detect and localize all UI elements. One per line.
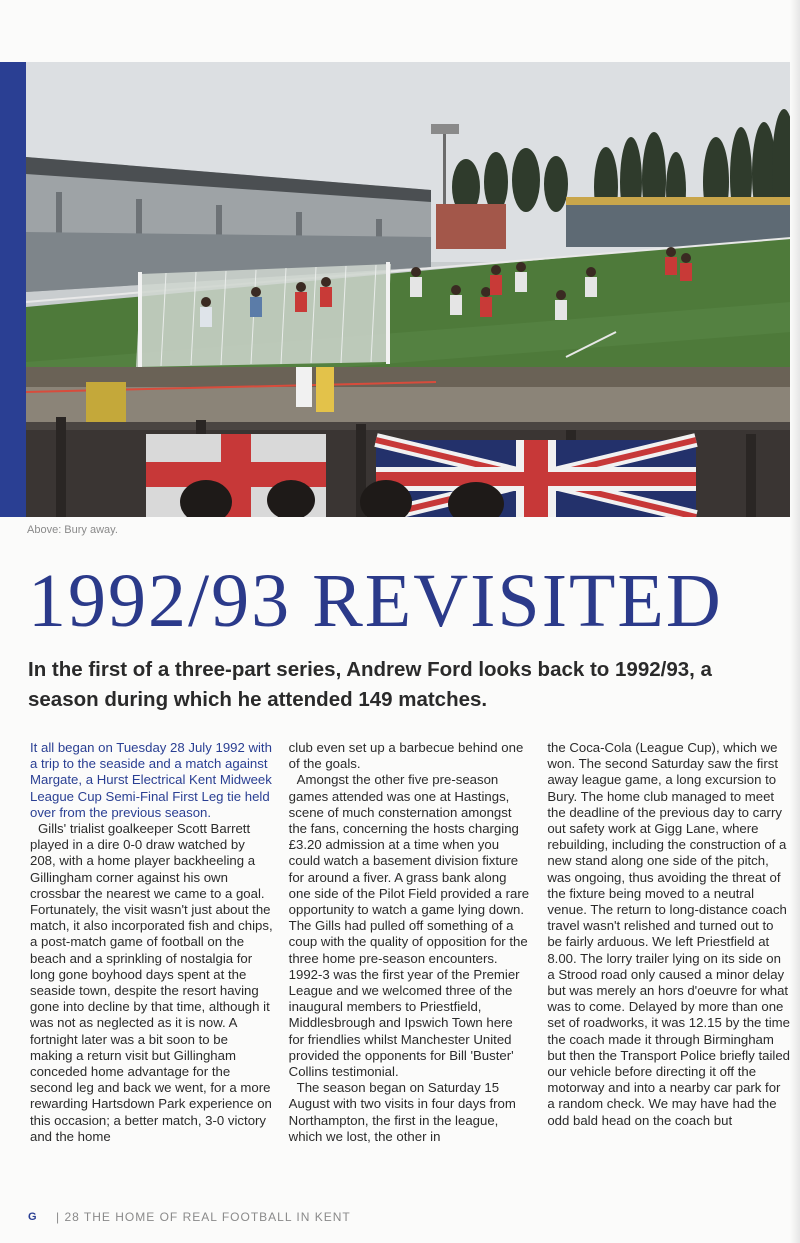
body-paragraph: club even set up a barbecue behind one of the goals. (288, 740, 524, 772)
club-logo-icon: G (28, 1211, 38, 1223)
body-paragraph: the Coca-Cola (League Cup), which we won. The second Saturday saw the first away league game, a long excursion to Bury. The home club managed to meet the deadline of the previous day to carry out safety work at Gigg Lane, where rebuilding, including the construction of a new stand along one side of the pitch, was ongoing, thus avoiding the threat of the fixture being moved to a neutral venue. The return to long-distance coach travel wasn't relished and turned out to be fairly arduous. We left Priestfield at 8.00. The lorry trailer lying on its side on a Strood road only caused a minor delay but was merely an hors d'oeuvre for what was to come. Delayed by more than one set of roadworks, it was 12.15 by the time the coach made it through Birmingham but then the Transport Police briefly tailed our vehicle before directing it off the motorway and into a nearby car park for a random check. We may have had the odd bald head on the coach but (547, 740, 790, 1128)
article-body (30, 740, 790, 1190)
accent-bar (0, 62, 26, 517)
body-paragraph: The season began on Saturday 15 August with two visits in four days from Northampton, the first in the league, which we lost, the other in (288, 1080, 516, 1144)
column-2 (289, 740, 532, 1190)
photo-caption: Above: Bury away. (27, 524, 118, 536)
body-paragraph: Gills' trialist goalkeeper Scott Barrett played in a dire 0-0 draw watched by 208, with a home player backheeling a Gillingham corner against his own crossbar the nearest we came to a goal. Fortunately, the visit wasn't just about the match, it also incorporated fish and chips, a post-match game of football on the beach and a sprinkling of nostalgia for long gone boyhood days spent at the seaside town, despite the resort having gone into decline by that time, although it was not as neglected as it is now. A fortnight later was a bit soon to be making a return visit but Gillingham conceded home advantage for the second leg and back we went, for a more rewarding Hartsdown Park experience on this occasion; a better match, 3-0 victory and the home (30, 821, 273, 1144)
body-paragraph: Amongst the other five pre-season games attended was one at Hastings, scene of much consternation amongst the fans, concerning the hosts charging £3.20 admission at a time when you could watch a basement division fixture for around a fiver. A grass bank along one side of the Pilot Field provided a rare opportunity to watch a game lying down. The Gills had pulled off something of a coup with the quality of opposition for the three home pre-season encounters. 1992-3 was the first year of the Premier League and we welcomed three of the inaugural members to Priestfield, Middlesbrough and Ipswich Town here for friendlies whilst Manchester United provided the opponents for Bill 'Buster' Collins testimonial. (288, 772, 530, 1080)
column-1 (30, 740, 273, 1190)
article-standfirst: In the first of a three-part series, Andrew Ford looks back to 1992/93, a season during which he attended 149 matches. (28, 658, 712, 711)
lead-paragraph: It all began on Tuesday 28 July 1992 with a trip to the seaside and a match against Margate, a Hurst Electrical Kent Midweek League Cup Semi-Final First Leg tie held over from the previous season. (30, 740, 272, 820)
page-edge-shadow (790, 0, 800, 1243)
page-footer (28, 1210, 351, 1224)
stadium-photo (26, 62, 791, 517)
column-3 (547, 740, 790, 1190)
article-headline: 1992/93 REVISITED (28, 559, 723, 643)
footer-text: | 28 THE HOME OF REAL FOOTBALL IN KENT (56, 1210, 351, 1224)
